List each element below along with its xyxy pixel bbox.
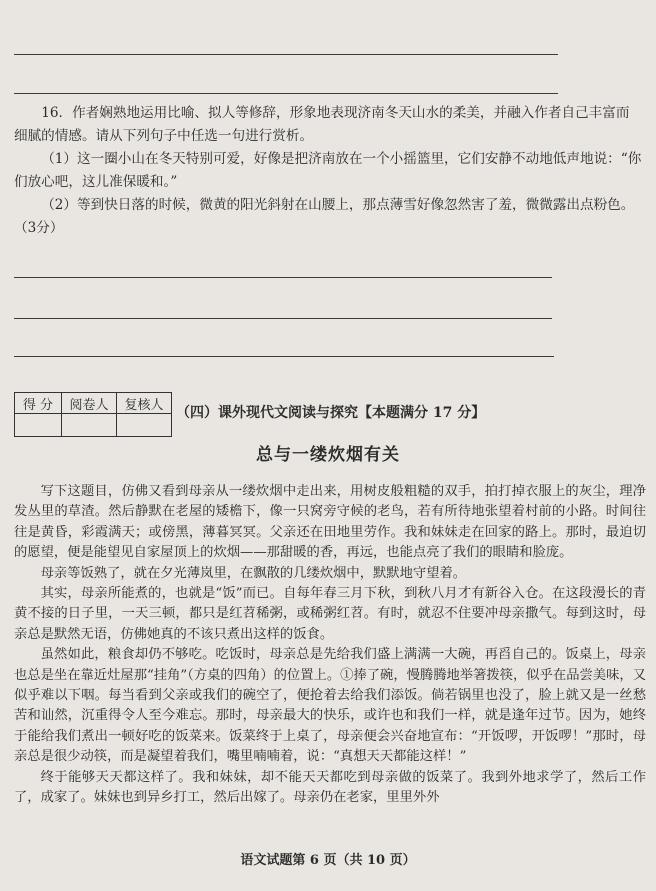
checker-cell[interactable] xyxy=(117,414,172,437)
reviewer-cell[interactable] xyxy=(62,414,117,437)
answer-line xyxy=(14,54,558,55)
essay-paragraph: 终于能够天天都这样了。我和妹妹，却不能天天都吃到母亲做的饭菜了。我到外地求学了，然后工作了，成家了。妹妹也到异乡打工，然后出嫁了。母亲仍在老家，里里外外 xyxy=(14,769,646,806)
section-heading: （四）课外现代文阅读与探究【本题满分 17 分】 xyxy=(176,405,486,421)
score-cell[interactable] xyxy=(15,414,62,437)
answer-line xyxy=(14,93,558,94)
essay-paragraph: 其实，母亲所能煮的，也就是“饭”而已。自每年春三月下秋，到秋八月才有新谷入仓。在这段漫长的青黄不接的日子里，一天三顿，都只是红苕稀粥，或稀粥红苕。有时，就忍不住要冲母亲撒气。每到这时，母亲总是默然无语，仿佛她真的不该只煮出这样的饭食。 xyxy=(14,586,646,642)
question-16 xyxy=(14,102,642,240)
reviewer-header: 阅卷人 xyxy=(62,393,117,414)
essay-body xyxy=(14,482,646,809)
page-footer: 语文试题第 6 页（共 10 页） xyxy=(240,853,416,868)
answer-line xyxy=(14,277,552,278)
essay-paragraph: 虽然如此，粮食却仍不够吃。吃饭时，母亲总是先给我们盛上满满一大碗，再舀自己的。饭桌上，母亲也总是坐在靠近灶屋那“挂角”（方桌的四角）的位置上。①捧了碗，慢腾腾地举箸拨筷，似乎在品尝美味，又似乎难以下咽。每当看到父亲或我们的碗空了，便抢着去给我们添饭。倘若锅里也没了，脸上就又是一丝愁苦和讪然，沉重得令人至今难忘。那时，母亲最大的快乐，或许也和我们一样，就是逢年过节。因为，她终于能给我们煮出一顿好吃的饭菜来。饭菜终于上桌了，母亲便会兴奋地宣布：“开饭啰，开饭啰！”那时，母亲总是很少动筷，而是凝望着我们，嘴里喃喃着，说：“真想天天都能这样！” xyxy=(14,647,646,765)
checker-header: 复核人 xyxy=(117,393,172,414)
answer-line xyxy=(14,356,554,357)
question-16-option-2: （2）等到快日落的时候，微黄的阳光斜射在山腰上，那点薄雪好像忽然害了羞，微微露出点粉色。（3分） xyxy=(14,197,635,236)
essay-title: 总与一缕炊烟有关 xyxy=(256,445,400,465)
answer-line xyxy=(14,318,552,319)
question-16-prompt: 16．作者娴熟地运用比喻、拟人等修辞，形象地表现济南冬天山水的柔美，并融入作者自己丰富而细腻的情感。请从下列句子中任选一句进行赏析。 xyxy=(14,105,630,144)
score-table xyxy=(14,392,172,437)
essay-paragraph: 母亲等饭熟了，就在夕光薄岚里，在飘散的几缕炊烟中，默默地守望着。 xyxy=(40,565,467,581)
question-16-option-1: （1）这一圈小山在冬天特别可爱，好像是把济南放在一个小摇篮里，它们安静不动地低声地说：“你们放心吧，这儿准保暖和。” xyxy=(14,151,642,190)
essay-paragraph: 写下这题目，仿佛又看到母亲从一缕炊烟中走出来，用树皮般粗糙的双手，拍打掉衣服上的灰尘，理净发丛里的草渣。然后静默在老屋的矮檐下，像一只窝旁守候的老鸟，若有所待地张望着村前的小路。时间往往是黄昏，彩霞满天；或傍黑，薄暮冥冥。父亲还在田地里劳作。我和妹妹走在回家的路上。那时，最迫切的愿望，便是能望见自家屋顶上的炊烟——那甜暖的香，再远，也能点亮了我们的眼睛和脸庞。 xyxy=(14,484,646,561)
score-header: 得 分 xyxy=(15,393,62,414)
